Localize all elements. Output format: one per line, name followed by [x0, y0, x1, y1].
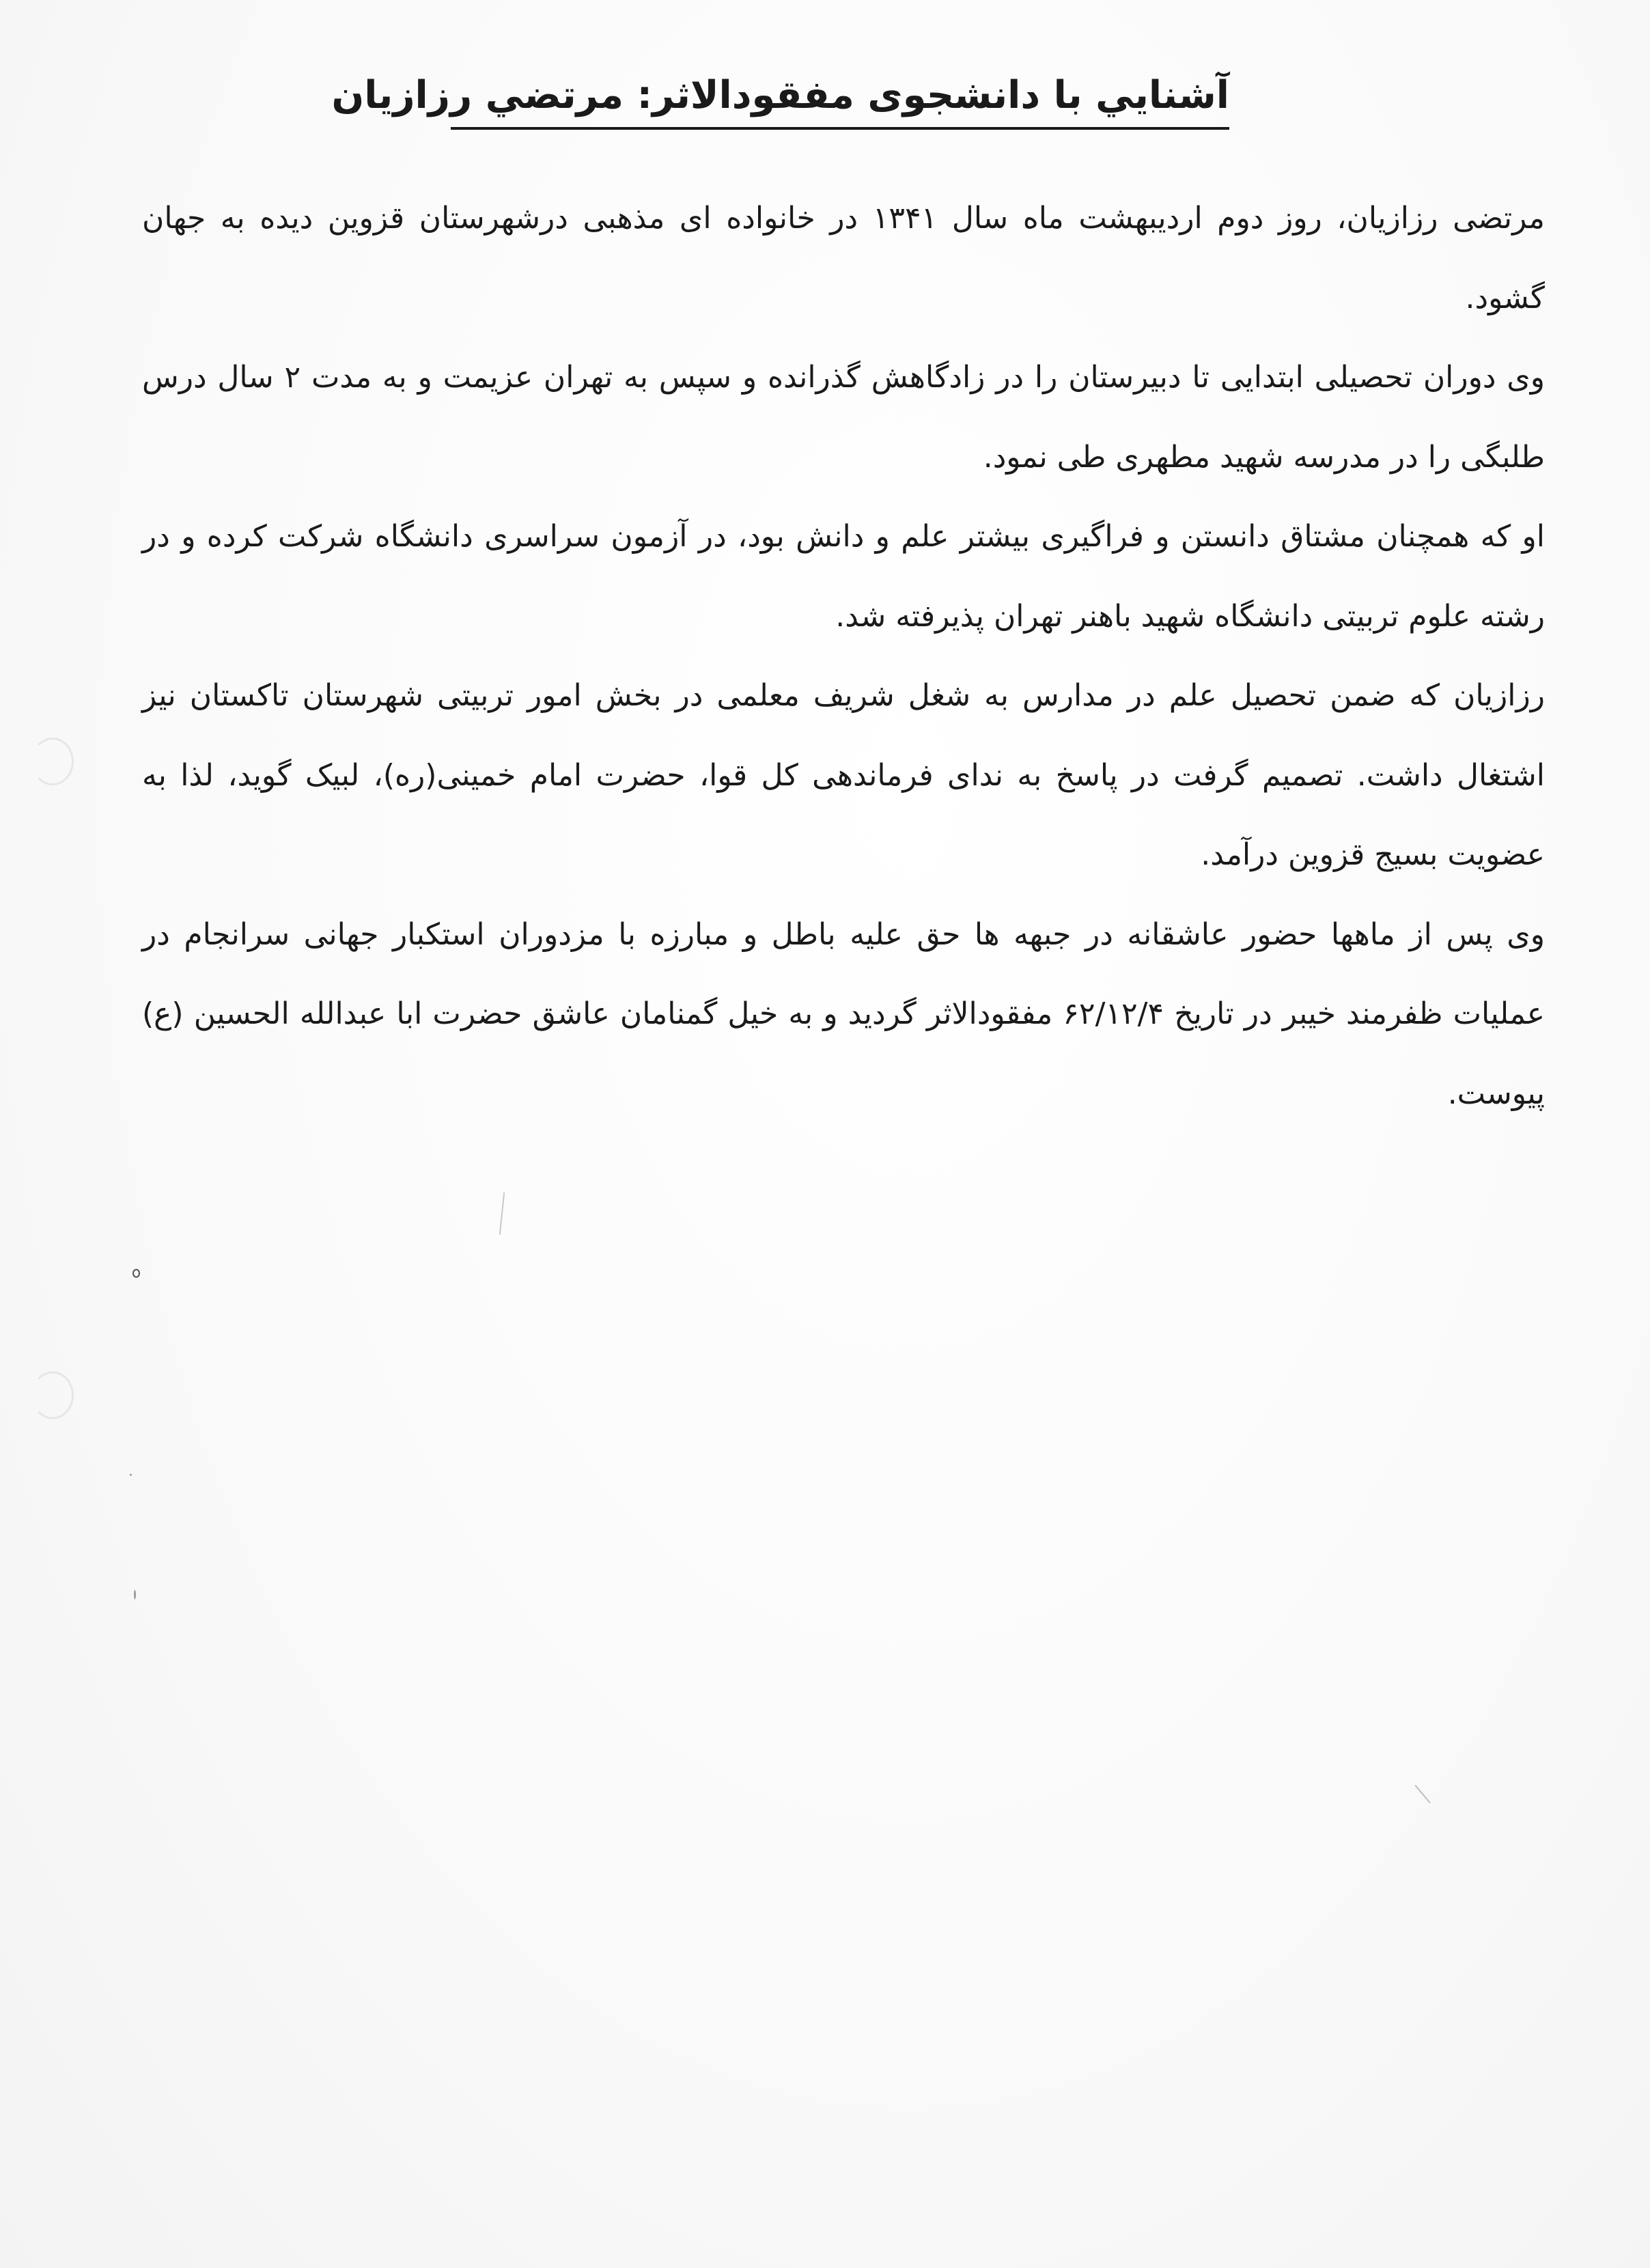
- scan-speck: [134, 1590, 136, 1599]
- scan-speck: [130, 1474, 132, 1476]
- punch-hole-mark: [31, 738, 74, 785]
- paragraph-birth: مرتضی رزازیان، روز دوم اردیبهشت ماه سال ۱۳۴۱ در خانواده ای مذهبی درشهرستان قزوین دیده به جهان گشود.: [142, 201, 1545, 316]
- scan-scratch: [499, 1192, 505, 1235]
- document-title: آشنايي با دانشجوی مفقودالاثر: مرتضي رزازيان: [451, 68, 1229, 130]
- paragraph-missing-in-action: وی پس از ماهها حضور عاشقانه در جبهه ها حق علیه باطل و مبارزه با مزدوران استکبار جهانی سرانجام در عملیات ظفرمند خیبر در تاریخ ۶۲/۱۲/۴ مفقودالاثر گردید و به خیل گمنامان عاشق حضرت ابا عبدالله الحسین (ع) پیوست.: [142, 916, 1545, 1111]
- paragraph-teaching-basij: رزازیان که ضمن تحصیل علم در مدارس به شغل شریف معلمی در بخش امور تربیتی شهرستان تاکستان نیز اشتغال داشت. تصمیم گرفت در پاسخ به ندای فرماندهی کل قوا، حضرت امام خمینی(ره)، لبیک گوید، لذا به عضویت بسیج قزوین درآمد.: [142, 678, 1545, 872]
- paragraph-education: وی دوران تحصیلی ابتدایی تا دبیرستان را در زادگاهش گذرانده و سپس به تهران عزیمت و به مدت ۲ سال درس طلبگی را در مدرسه شهید مطهری طی نمود.: [142, 360, 1545, 475]
- scan-speck: [132, 1269, 140, 1278]
- paragraph-university: او که همچنان مشتاق دانستن و فراگیری بیشتر علم و دانش بود، در آزمون سراسری دانشگاه شرکت کرده و در رشته علوم تربیتی دانشگاه شهید باهنر تهران پذیرفته شد.: [142, 519, 1545, 634]
- document-body: [142, 179, 1545, 1134]
- punch-hole-mark: [31, 1371, 74, 1419]
- scan-scratch: [1414, 1784, 1430, 1803]
